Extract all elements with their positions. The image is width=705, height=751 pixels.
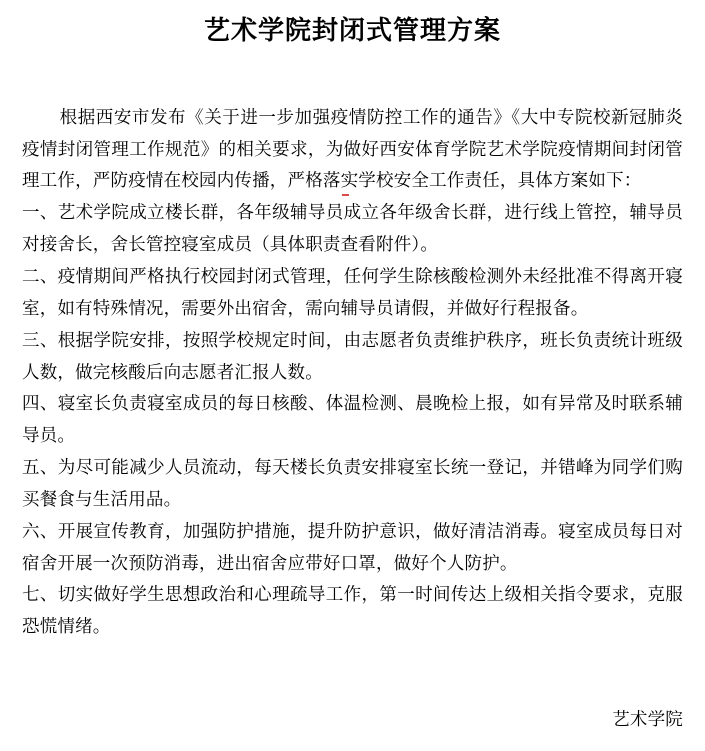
paragraph-item-2: 二、疫情期间严格执行校园封闭式管理，任何学生除核酸检测外未经批准不得离开寝室，如有特殊情况，需要外出宿舍，需向辅导员请假，并做好行程报备。 xyxy=(22,266,683,318)
paragraph-item-5: 五、为尽可能减少人员流动，每天楼长负责安排寝室长统一登记，并错峰为同学们购买餐食与生活用品。 xyxy=(22,457,683,509)
paragraph-intro: 根据西安市发布《关于进一步加强疫情防控工作的通告》《大中专院校新冠肺炎疫情封闭管理工作规范》的相关要求，为做好西安体育学院艺术学院疫情期间封闭管理工作，严防疫情在校园内传播，严格落实学校安全工作责任，具体方案如下： xyxy=(22,106,683,191)
paragraph-item-6: 六、开展宣传教育，加强防护措施，提升防护意识，做好清洁消毒。寝室成员每日对宿舍开展一次预防消毒，进出宿舍应带好口罩，做好个人防护。 xyxy=(22,520,683,573)
paragraph-item-1: 一、艺术学院成立楼长群，各年级辅导员成立各年级舍长群，进行线上管控，辅导员对接舍长，舍长管控寝室成员（具体职责查看附件）。 xyxy=(22,202,683,255)
document-body xyxy=(22,102,683,643)
paragraph-item-3: 三、根据学院安排，按照学校规定时间，由志愿者负责维护秩序，班长负责统计班级人数，做完核酸后向志愿者汇报人数。 xyxy=(22,329,683,382)
document-page xyxy=(0,14,705,751)
page-title: 艺术学院封闭式管理方案 xyxy=(203,16,501,45)
text-cursor-marker xyxy=(342,194,349,196)
paragraph-item-7: 七、切实做好学生思想政治和心理疏导工作，第一时间传达上级相关指令要求，克服恐慌情绪。 xyxy=(22,584,683,637)
document-signature: 艺术学院 xyxy=(612,709,683,729)
paragraph-item-4: 四、寝室长负责寝室成员的每日核酸、体温检测、晨晚检上报，如有异常及时联系辅导员。 xyxy=(22,393,683,446)
